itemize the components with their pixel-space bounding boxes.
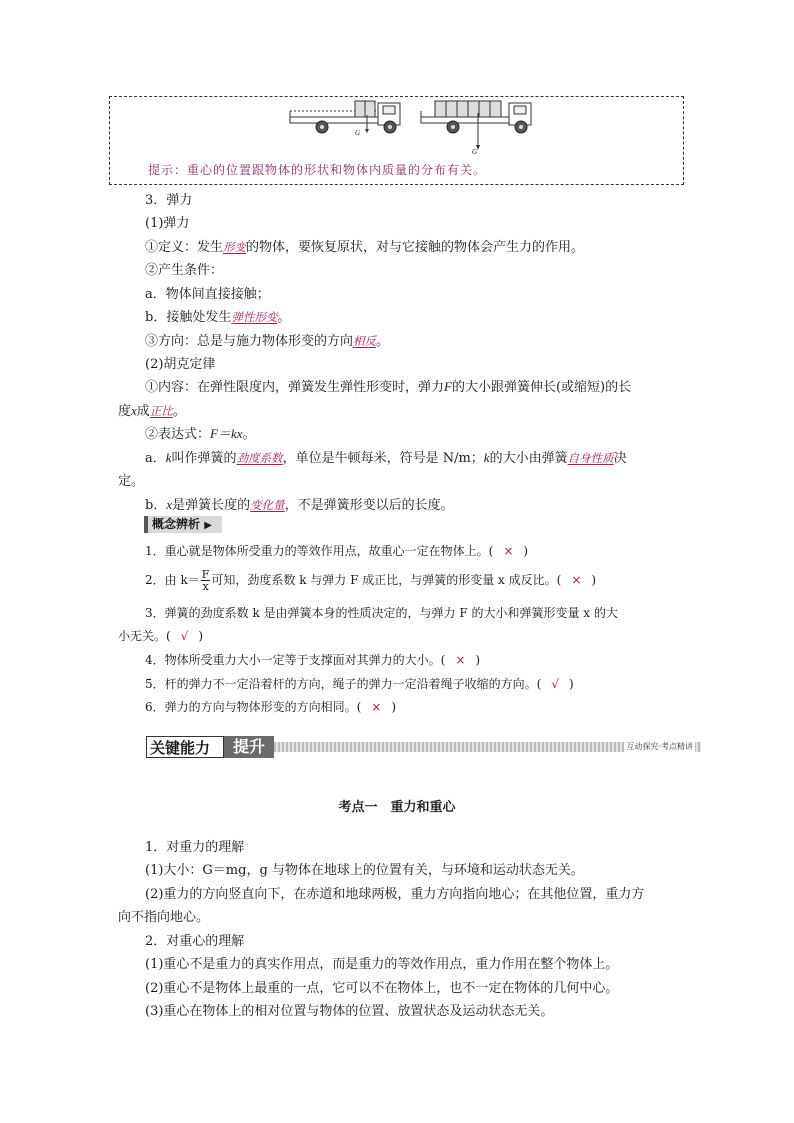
- item1-mark: ×: [503, 544, 514, 558]
- hint-text: 提示：重心的位置跟物体的形状和物体内质量的分布有关。: [148, 163, 487, 177]
- section-p3b: 向不指向地心。: [118, 910, 210, 925]
- item5-close: ): [568, 677, 574, 691]
- g-label-right: G: [472, 148, 478, 156]
- item2-post: 可知，劲度系数 k 与弹力 F 成正比，与弹簧的形变量 x 成反比。(: [211, 573, 562, 587]
- expr-post: 。: [242, 427, 256, 442]
- a-answer2: 自身性质: [567, 451, 614, 465]
- item2-mark: ×: [571, 573, 582, 587]
- a-answer: 劲度系数: [236, 451, 283, 465]
- expr-formula: F＝kx: [210, 426, 243, 441]
- item3-mark: √: [180, 629, 189, 643]
- point-a-line2: 定。: [118, 474, 145, 489]
- dir-pre: ③方向：总是与施力物体形变的方向: [145, 334, 354, 349]
- content-pre: ①内容：在弹性限度内，弹簧发生弹性形变时，弹力: [145, 380, 445, 395]
- concept-item-6: [145, 698, 396, 715]
- item6-text: 6．弹力的方向与物体形变的方向相同。(: [145, 700, 362, 714]
- content2-post: 。: [172, 404, 186, 419]
- item3-close: ): [198, 629, 204, 643]
- concept-item-3-line1: 3．弹簧的劲度系数 k 是由弹簧本身的性质决定的，与弹力 F 的大小和弹簧形变量 x 的大: [145, 606, 618, 620]
- definition-line: [145, 236, 584, 255]
- a-post: 决: [613, 451, 627, 466]
- cond-b-post: 。: [277, 310, 291, 325]
- key-ability-banner: [146, 736, 701, 758]
- cond-b-answer: 弹性形变: [231, 310, 278, 324]
- item6-mark: ×: [371, 700, 382, 714]
- a-mid2: 的大小由弹簧: [489, 451, 568, 466]
- def-post: 的物体，要恢复原状，对与它接触的物体会产生力的作用。: [246, 240, 585, 255]
- section-p5: (1)重心不是重力的真实作用点，而是重力的等效作用点，重力作用在整个物体上。: [145, 957, 619, 972]
- banner-up-label: 提升: [224, 736, 274, 758]
- concept-tag: 概念辨析 ▶: [144, 516, 222, 533]
- content2-answer: 正比: [149, 404, 173, 418]
- b-answer: 变化量: [250, 498, 285, 512]
- item2-close: ): [591, 573, 597, 587]
- a-mid: ，单位是牛顿每米，符号是 N/m；: [282, 451, 484, 466]
- fraction-f-over-x: [201, 569, 211, 592]
- hooke-content-2: [118, 400, 186, 419]
- point-a-line1: a．k叫作弹簧的劲度系数，单位是牛顿每米，符号是 N/m；k的大小由弹簧自身性质决: [145, 450, 627, 466]
- frac-den: x: [202, 580, 209, 593]
- var-x2: x: [166, 497, 173, 512]
- content-mid: 的大小跟弹簧伸长(或缩短)的长: [451, 380, 632, 395]
- direction-line: [145, 330, 389, 349]
- item4-text: 4．物体所受重力大小一定等于支撑面对其弹力的大小。(: [145, 653, 446, 667]
- a-pre: 叫作弹簧的: [171, 451, 237, 466]
- section-p7: (3)重心在物体上的相对位置与物体的位置、放置状态及运动状态无关。: [145, 1004, 554, 1019]
- var-k2: k: [483, 450, 490, 465]
- concept-tag-label: 概念辨析: [152, 517, 201, 531]
- concept-item-4: [145, 651, 480, 668]
- expr-pre: ②表达式：: [145, 427, 211, 442]
- section-p4: 2．对重心的理解: [145, 934, 245, 949]
- dir-answer: 相反: [353, 334, 377, 348]
- content2-pre: 度: [118, 404, 132, 419]
- item6-close: ): [391, 700, 397, 714]
- item5-mark: √: [551, 677, 559, 691]
- concept-item-5: [145, 675, 574, 692]
- elastic-sub1: (1)弹力: [145, 216, 190, 231]
- hooke-content-1: [145, 376, 631, 395]
- b-mid: 是弹簧长度的: [172, 498, 251, 513]
- item1-text: 1．重心就是物体所受重力的等效作用点，故重心一定在物体上。(: [145, 544, 494, 558]
- truck-right: [421, 101, 531, 156]
- item1-close: ): [523, 544, 529, 558]
- concept-item-3-line2: [118, 627, 203, 644]
- section-p2: (1)大小：G＝mg，g 与物体在地球上的位置有关，与环境和运动状态无关。: [145, 863, 584, 878]
- content2-mid: 成: [136, 404, 150, 419]
- def-answer: 形变: [223, 240, 247, 254]
- condition-heading: ②产生条件：: [145, 263, 224, 278]
- item3-line2: 小无关。(: [118, 629, 171, 643]
- dir-post: 。: [376, 334, 390, 349]
- b-pre: b．: [145, 498, 167, 513]
- condition-b: [145, 306, 290, 325]
- section-p6: (2)重心不是物体上最重的一点，它可以不在物体上，也不一定在物体的几何中心。: [145, 981, 619, 996]
- truck-left: [290, 101, 400, 137]
- frac-num: F: [201, 568, 210, 581]
- var-k: k: [165, 450, 172, 465]
- banner-right-label: 互动探究·考点精讲: [626, 742, 693, 751]
- cond-b-pre: b．接触处发生: [145, 310, 232, 325]
- condition-a: a．物体间直接接触；: [145, 287, 270, 302]
- concept-item-2: [145, 566, 596, 594]
- elastic-heading: 3．弹力: [145, 193, 193, 208]
- var-F: F: [444, 379, 452, 394]
- truck-figure: [285, 97, 605, 157]
- hooke-heading: (2)胡克定律: [145, 357, 216, 372]
- def-pre: ①定义：发生: [145, 240, 224, 255]
- g-label-left: G: [355, 129, 361, 137]
- item5-text: 5．杆的弹力不一定沿着杆的方向，绳子的弹力一定沿着绳子收缩的方向。(: [145, 677, 542, 691]
- b-post: ，不是弹簧形变以后的长度。: [284, 498, 454, 513]
- section-p3: (2)重力的方向竖直向下，在赤道和地球两极，重力方向指向地心；在其他位置，重力方: [145, 887, 645, 902]
- var-x: x: [131, 403, 137, 418]
- expression-line: [145, 423, 256, 442]
- section-p1: 1．对重力的理解: [145, 840, 245, 855]
- section-title: 考点一 重力和重心: [338, 800, 456, 815]
- concept-item-1: [145, 542, 528, 559]
- item4-mark: ×: [455, 653, 466, 667]
- item4-close: ): [475, 653, 481, 667]
- item2-pre: 2．由 k＝: [145, 573, 200, 587]
- point-b-line: [145, 494, 454, 513]
- banner-left-label: 关键能力: [146, 736, 224, 758]
